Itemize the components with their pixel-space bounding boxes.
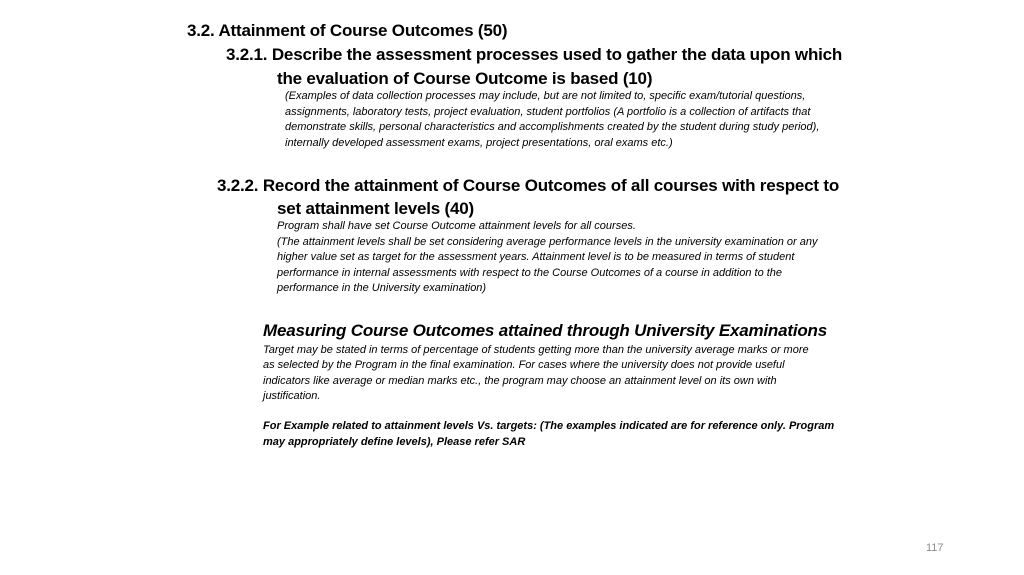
subsection-3-2-1-note-line: internally developed assessment exams, project presentations, oral exams etc.) <box>285 137 673 149</box>
subsection-3-2-2-note-line: (The attainment levels shall be set considering average performance levels in the university examination or any <box>277 236 818 248</box>
subsection-3-2-1-note-line: assignments, laboratory tests, project evaluation, student portfolios (A portfolio is a collection of artifacts that <box>285 106 811 118</box>
subsection-3-2-2-note-line: performance in internal assessments with respect to the Course Outcomes of a course in addition to the <box>277 267 783 279</box>
subsection-3-2-2-note-line: higher value set as target for the assessment years. Attainment level is to be measured in terms of student <box>277 251 795 263</box>
subsection-3-2-2-note-line: Program shall have set Course Outcome attainment levels for all courses. <box>277 220 636 232</box>
measuring-heading: Measuring Course Outcomes attained through University Examinations <box>263 321 827 340</box>
subsection-3-2-2-title-line2: set attainment levels (40) <box>277 199 474 218</box>
subsection-3-2-1-title-line2: the evaluation of Course Outcome is based (10) <box>277 69 653 88</box>
subsection-3-2-2-note-line: performance in the University examination) <box>277 282 487 294</box>
measuring-body-line: indicators like average or median marks etc., the program may choose an attainment level on its own with <box>263 375 777 387</box>
measuring-body-line: as selected by the Program in the final examination. For cases where the university does not provide useful <box>263 359 785 371</box>
measuring-body-line: justification. <box>263 390 321 402</box>
subsection-3-2-1-note-line: (Examples of data collection processes may include, but are not limited to, specific exam/tutorial questions, <box>285 90 806 102</box>
example-note-line: For Example related to attainment levels Vs. targets: (The examples indicated are for reference only. Program <box>263 420 835 432</box>
subsection-3-2-1-title-line1: 3.2.1. Describe the assessment processes used to gather the data upon which <box>226 45 843 64</box>
section-title: 3.2. Attainment of Course Outcomes (50) <box>187 21 508 40</box>
example-note-line: may appropriately define levels), Please refer SAR <box>263 436 526 448</box>
subsection-3-2-2-title-line1: 3.2.2. Record the attainment of Course Outcomes of all courses with respect to <box>217 176 840 195</box>
subsection-3-2-1-note-line: demonstrate skills, personal characteristics and accomplishments created by the student during study period), <box>285 121 820 133</box>
page-number: 117 <box>926 542 944 554</box>
measuring-body-line: Target may be stated in terms of percentage of students getting more than the university average marks or more <box>263 344 809 356</box>
